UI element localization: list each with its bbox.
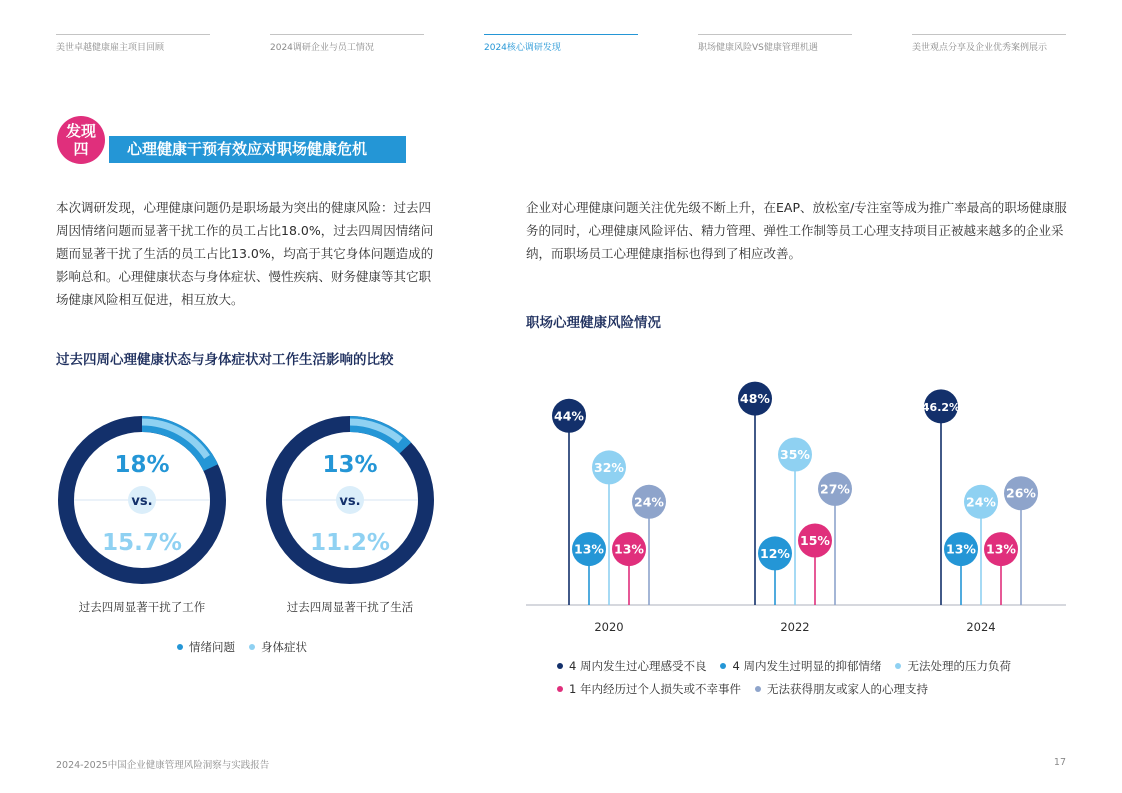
lollipop-value-label: 46.2% [921,400,961,414]
legend-dot-icon [720,663,726,669]
left-paragraph: 本次调研发现，心理健康问题仍是职场最为突出的健康风险：过去四周因情绪问题而显著干扰工作的员工占比18.0%，过去四周因情绪问题而显著干扰了生活的员工占比13.0%，均高于其它身体问题造成的影响总和。心理健康状态与身体症状、慢性疾病、财务健康等其它职场健康风险相互促进，相互放大。 [56,200,434,307]
lollipop-mark [572,532,606,605]
top-navigation [56,34,1066,54]
legend-series-1 [557,658,706,674]
lollipop-value-label: 15% [800,533,830,548]
nav-item-review[interactable]: 美世卓越健康雇主项目回顾 [56,34,210,53]
donut-1 [66,422,218,576]
donut-vs: vs. [339,494,361,509]
lollipop-mark [778,438,812,606]
legend-dot-icon [249,644,255,650]
legend-series-2-label: 4 周内发生过明显的抑郁情绪 [732,659,882,673]
legend-dot-icon [557,686,563,692]
lollipop-value-label: 24% [634,494,664,510]
nav-item-core-findings[interactable]: 2024核心调研发现 [484,34,638,53]
section-title: 心理健康干预有效应对职场健康危机 [109,136,406,163]
lollipop-value-label: 27% [820,481,850,497]
lollipop-mark [922,389,960,605]
lollipop-value-label: 48% [740,391,770,407]
legend-emotional [177,639,235,655]
lollipop-chart-title: 职场心理健康风险情况 [526,315,661,331]
lollipop-value-label: 35% [780,447,810,462]
donut-label-life: 过去四周显著干扰了生活 [286,600,414,614]
lollipop-value-label: 13% [614,541,644,557]
donut-vs: vs. [131,494,153,509]
x-tick-label: 2020 [594,620,624,634]
donut-2 [274,422,426,576]
lollipop-mark [944,532,978,605]
lollipop-value-label: 24% [966,494,996,510]
legend-physical [249,639,307,655]
finding-badge [57,116,105,164]
page-number: 17 [1053,757,1066,768]
lollipop-mark [552,399,586,605]
legend-series-4 [557,681,741,697]
donut-charts [50,400,470,600]
donut-legend [177,639,321,655]
donut-bottom-value: 11.2% [310,530,390,556]
lollipop-value-label: 13% [574,541,604,557]
lollipop-mark [592,450,626,605]
donut-top-value: 18% [114,452,170,478]
badge-line-2: 四 [73,140,89,158]
right-paragraph: 企业对心理健康问题关注优先级不断上升，在EAP、放松室/专注室等成为推广率最高的职场健康服务的同时，心理健康风险评估、精力管理、弹性工作制等员工心理支持项目正被越来越多的企业采纳，而职场员工心理健康指标也得到了相应改善。 [526,200,1067,261]
legend-dot-icon [557,663,563,669]
lollipop-mark [984,532,1018,605]
legend-series-5 [755,681,928,697]
legend-series-3 [895,658,1011,674]
legend-series-2 [720,658,881,674]
x-tick-label: 2024 [966,620,996,634]
x-tick-label: 2022 [780,620,810,634]
lollipop-value-label: 32% [594,459,624,475]
legend-series-4-label: 1 年内经历过个人损失或不幸事件 [569,682,741,696]
legend-physical-label: 身体症状 [261,640,307,654]
lollipop-chart [520,350,1080,640]
lollipop-mark [738,382,772,605]
legend-dot-icon [177,644,183,650]
legend-series-3-label: 无法处理的压力负荷 [907,659,1011,673]
lollipop-mark [612,532,646,605]
lollipop-legend-row-2 [557,681,942,697]
lollipop-value-label: 12% [760,545,790,561]
lollipop-mark [798,524,832,606]
nav-item-survey-overview[interactable]: 2024调研企业与员工情况 [270,34,424,53]
legend-emotional-label: 情绪问题 [189,640,235,654]
lollipop-value-label: 44% [554,408,584,424]
donut-chart-title: 过去四周心理健康状态与身体症状对工作生活影响的比较 [56,352,394,368]
donut-label-work: 过去四周显著干扰了工作 [78,600,206,614]
legend-series-1-label: 4 周内发生过心理感受不良 [569,659,707,673]
lollipop-mark [758,536,792,605]
nav-item-risk-vs-opportunity[interactable]: 职场健康风险VS健康管理机遇 [698,34,852,53]
lollipop-legend-row-1 [557,658,1025,674]
nav-item-cases[interactable]: 美世观点分享及企业优秀案例展示 [912,34,1066,53]
lollipop-value-label: 26% [1006,485,1036,501]
badge-line-1: 发现 [65,122,96,140]
footer-report-title: 2024-2025中国企业健康管理风险洞察与实践报告 [56,760,270,771]
donut-top-value: 13% [322,452,378,478]
donut-bottom-value: 15.7% [102,530,182,556]
lollipop-value-label: 13% [986,541,1016,557]
legend-dot-icon [895,663,901,669]
legend-series-5-label: 无法获得朋友或家人的心理支持 [766,682,928,696]
legend-dot-icon [755,686,761,692]
lollipop-value-label: 13% [946,541,976,557]
